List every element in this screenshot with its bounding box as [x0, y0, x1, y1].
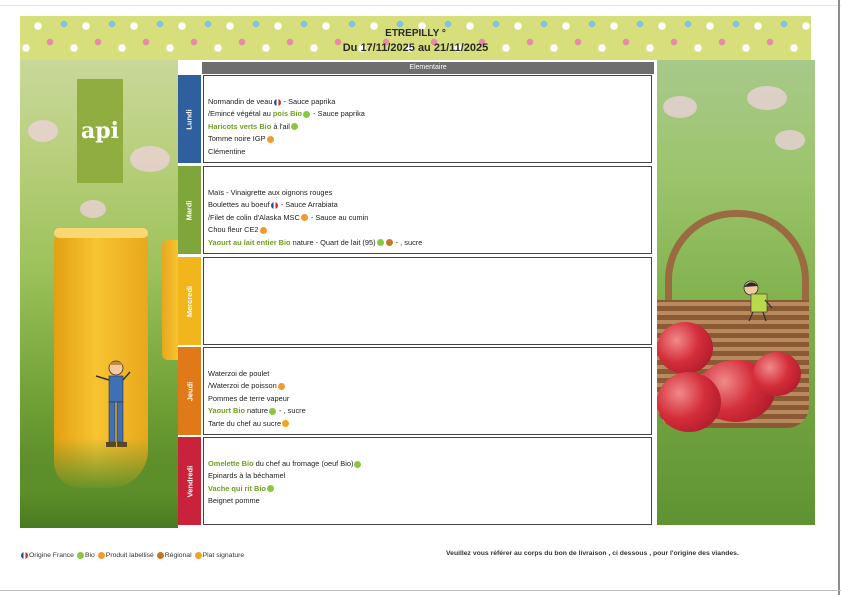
dish-name: /Waterzoi de poisson	[208, 381, 277, 391]
legend-item	[76, 552, 95, 559]
day-label: Mardi	[184, 199, 194, 221]
day-row-lundi	[178, 75, 657, 163]
dish-item	[208, 121, 365, 133]
meat-origin-note: Veuillez vous référer au corps du bon de livraison , ci dessous , pour l'origine des viandes.	[446, 550, 739, 557]
france-flag-icon	[21, 552, 28, 559]
day-dishes-box	[203, 437, 652, 525]
dish-item	[208, 495, 362, 507]
dish-name: Haricots verts Bio	[208, 121, 272, 131]
dish-item	[208, 483, 362, 495]
dish-item	[208, 368, 306, 380]
dish-name: Clémentine	[208, 146, 246, 156]
dish-name: /Filet de colin d'Alaska MSC	[208, 212, 300, 222]
day-label: Jeudi	[185, 381, 194, 401]
day-dishes-box	[203, 347, 652, 435]
legend-label: Régional	[164, 552, 192, 560]
dish-item	[208, 212, 422, 224]
dish-name: Waterzoi de poulet	[208, 369, 270, 378]
dish-item	[208, 108, 365, 120]
day-row-mardi	[178, 166, 657, 254]
day-label-strip	[178, 166, 201, 254]
dish-item	[208, 470, 362, 482]
dish-sauce: - , sucre	[393, 237, 423, 247]
dish-name: Omelette Bio	[208, 459, 254, 468]
dish-item	[208, 405, 306, 417]
day-row-mercredi	[178, 257, 657, 345]
dish-sauce: - Sauce paprika	[311, 109, 365, 119]
api-logo: api	[77, 79, 123, 183]
dish-sauce: - Sauce Arrabiata	[278, 200, 338, 210]
dish-name: Epinards à la béchamel	[208, 471, 286, 481]
dish-detail: nature -	[290, 237, 321, 247]
dish-list	[208, 96, 365, 158]
dish-name: Tarte du chef au sucre	[208, 418, 282, 428]
dish-name: /Emincé végétal au	[208, 109, 273, 119]
top-rule	[0, 5, 841, 6]
france-flag-icon	[274, 99, 281, 106]
legend-item	[194, 552, 245, 559]
dish-item	[208, 133, 365, 145]
legend-item	[97, 552, 154, 559]
day-label: Lundi	[184, 108, 194, 130]
bio-icon	[77, 552, 84, 559]
legend-item	[156, 552, 192, 559]
weekly-menu	[178, 60, 657, 528]
dish-detail: à l'ail	[271, 121, 290, 131]
dish-sauce: - Sauce au cumin	[308, 212, 369, 222]
legend-label: Bio	[84, 552, 95, 560]
dish-item	[208, 199, 422, 211]
day-label: Mercredi	[185, 285, 195, 317]
regional-icon	[157, 552, 164, 559]
bio-icon	[303, 111, 310, 118]
label-icon	[98, 552, 105, 559]
boy-illustration	[94, 358, 134, 450]
label-icon	[301, 214, 308, 221]
bio-icon	[377, 239, 384, 246]
dish-item	[208, 146, 365, 158]
dish-name: Vache qui rit Bio	[208, 483, 266, 493]
dish-extra: Quart de lait (95)	[320, 237, 376, 247]
bio-icon	[269, 408, 276, 415]
dish-bio-part: pois Bio	[272, 109, 303, 119]
dish-name: Pommes de terre vapeur	[208, 393, 290, 403]
apple	[657, 372, 721, 432]
dish-item	[208, 224, 422, 236]
dish-item	[208, 458, 362, 470]
dish-list	[208, 187, 422, 249]
day-dishes-box	[203, 257, 652, 345]
day-row-vendredi	[178, 437, 657, 525]
column-header-elementaire: Elementaire	[202, 62, 654, 74]
dish-name: Chou fleur CE2	[208, 225, 259, 235]
label-icon	[267, 136, 274, 143]
apple	[753, 352, 801, 396]
dish-sauce: - Sauce paprika	[281, 97, 336, 106]
day-dishes-box	[203, 75, 652, 163]
legend-label: Produit labellisé	[105, 552, 154, 560]
day-label-strip	[178, 75, 201, 163]
dish-item	[208, 96, 365, 108]
legend	[20, 552, 246, 559]
bio-icon	[354, 461, 361, 468]
school-title: ETREPILLY °	[385, 28, 446, 39]
page-edge	[838, 0, 840, 595]
dish-name: Tomme noire IGP	[208, 134, 266, 144]
dish-item	[208, 187, 422, 199]
day-row-jeudi	[178, 347, 657, 435]
bio-icon	[291, 123, 298, 130]
label-icon	[260, 227, 267, 234]
signature-dish-icon	[282, 420, 289, 427]
signature-dish-icon	[195, 552, 202, 559]
legend-label: Plat signature	[202, 552, 245, 560]
bio-icon	[267, 485, 274, 492]
dish-name: Yaourt au lait entier Bio	[208, 237, 291, 247]
apple	[657, 322, 713, 374]
left-photo-boots	[20, 60, 178, 528]
page-bottom-edge	[0, 590, 841, 591]
day-label-strip	[178, 347, 201, 435]
day-label-strip	[178, 437, 201, 525]
dish-sauce: - , sucre	[276, 406, 306, 416]
dish-name: Yaourt Bio	[208, 406, 245, 416]
day-label: Vendredi	[185, 465, 194, 497]
menu-header-banner	[20, 16, 811, 60]
legend-item	[20, 552, 74, 559]
dish-detail: nature	[244, 406, 268, 416]
dish-list	[208, 368, 306, 430]
dish-detail: du chef au fromage (oeuf Bio)	[253, 459, 354, 468]
legend-label: Origine France	[29, 552, 74, 560]
regional-icon	[386, 239, 393, 246]
right-photo-apples	[657, 60, 815, 525]
france-flag-icon	[271, 202, 278, 209]
dish-item	[208, 393, 306, 405]
dish-name: Beignet pomme	[208, 496, 260, 506]
dish-name: Boulettes au boeuf	[208, 200, 270, 210]
dish-list	[208, 458, 362, 508]
dish-name: Maïs - Vinaigrette aux oignons rouges	[208, 188, 333, 197]
menu-dates: Du 17/11/2025 au 21/11/2025	[342, 42, 489, 54]
dish-name: Normandin de veau	[208, 97, 273, 106]
dish-item	[208, 380, 306, 392]
day-label-strip	[178, 257, 201, 345]
girl-illustration	[741, 278, 773, 322]
label-icon	[278, 383, 285, 390]
day-dishes-box	[203, 166, 652, 254]
dish-item	[208, 418, 306, 430]
dish-item	[208, 237, 422, 249]
